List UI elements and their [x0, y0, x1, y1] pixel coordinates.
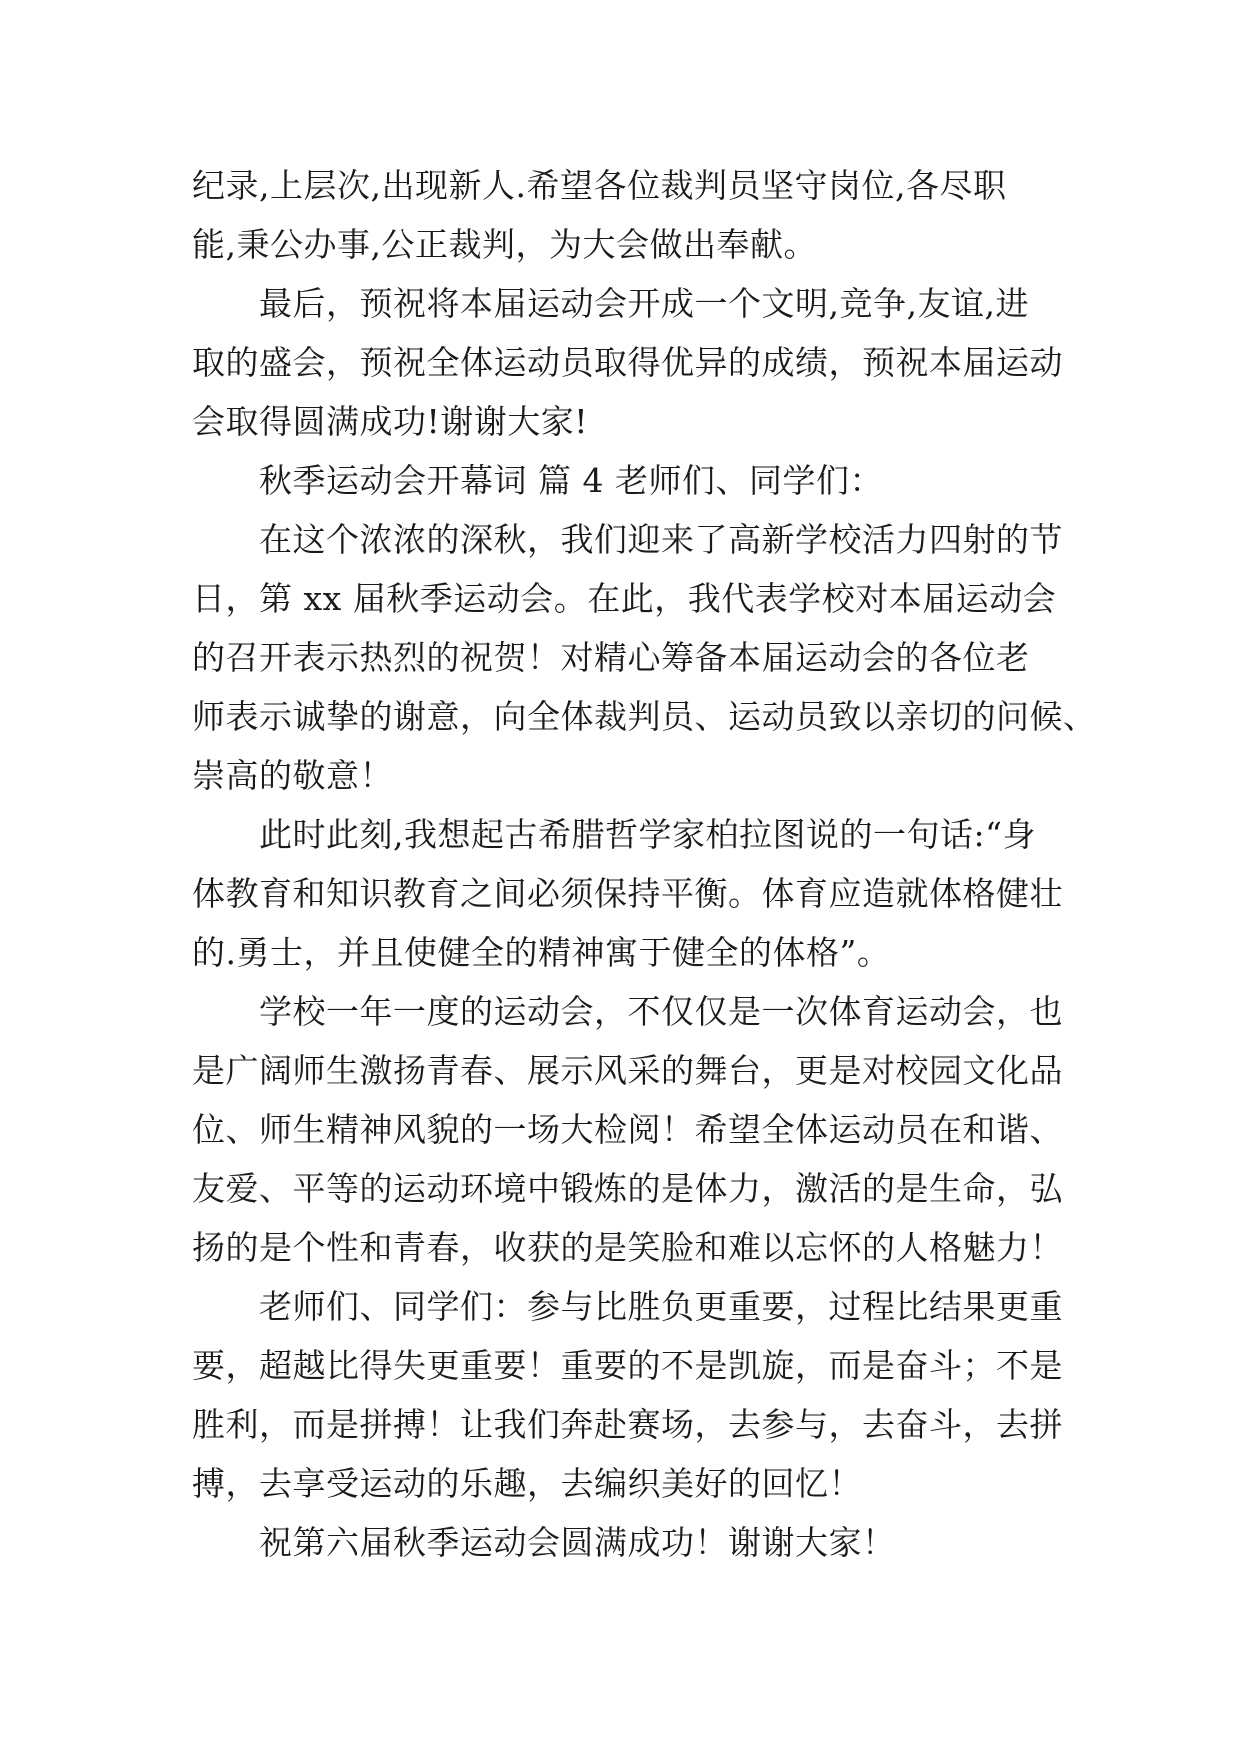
closing-line: 祝第六届秋季运动会圆满成功！谢谢大家！ [259, 1523, 896, 1562]
text-line: 体教育和知识教育之间必须保持平衡。体育应造就体格健壮 [192, 874, 1063, 913]
text-line: 日，第 xx 届秋季运动会。在此，我代表学校对本届运动会 [192, 579, 1057, 618]
text-line: 是广阔师生激扬青春、展示风采的舞台，更是对校园文化品 [192, 1051, 1063, 1090]
text-line: 取的盛会，预祝全体运动员取得优异的成绩，预祝本届运动 [192, 343, 1063, 382]
text-line: 位、师生精神风貌的一场大检阅！希望全体运动员在和谐、 [192, 1110, 1063, 1149]
text-line: 会取得圆满成功!谢谢大家! [192, 402, 589, 441]
text-line: 胜利，而是拼搏！让我们奔赴赛场，去参与，去奋斗，去拼 [192, 1405, 1063, 1444]
paragraph-start-line: 此时此刻,我想起古希腊哲学家柏拉图说的一句话:“身 [259, 815, 1036, 854]
text-line: 的召开表示热烈的祝贺！对精心筹备本届运动会的各位老 [192, 638, 1030, 677]
text-line: 师表示诚挚的谢意，向全体裁判员、运动员致以亲切的问候、 [192, 697, 1097, 736]
text-line: 要，超越比得失更重要！重要的不是凯旋，而是奋斗；不是 [192, 1346, 1063, 1385]
text-line: 友爱、平等的运动环境中锻炼的是体力，激活的是生命，弘 [192, 1169, 1063, 1208]
paragraph-start-line: 在这个浓浓的深秋，我们迎来了高新学校活力四射的节 [259, 520, 1063, 559]
text-line: 崇高的敬意！ [192, 756, 393, 795]
paragraph-start-line: 老师们、同学们：参与比胜负更重要，过程比结果更重 [259, 1287, 1063, 1326]
section-heading-line: 秋季运动会开幕词 篇 4 老师们、同学们： [259, 461, 883, 500]
text-line: 搏，去享受运动的乐趣，去编织美好的回忆！ [192, 1464, 862, 1503]
text-line: 扬的是个性和青春，收获的是笑脸和难以忘怀的人格魅力！ [192, 1228, 1063, 1267]
text-line: 纪录,上层次,出现新人.希望各位裁判员坚守岗位,各尽职 [192, 166, 1007, 205]
paragraph-start-line: 最后，预祝将本届运动会开成一个文明,竞争,友谊,进 [259, 284, 1029, 323]
text-line: 能,秉公办事,公正裁判，为大会做出奉献。 [192, 225, 817, 264]
text-line: 的.勇士，并且使健全的精神寓于健全的体格”。 [192, 933, 891, 972]
paragraph-start-line: 学校一年一度的运动会，不仅仅是一次体育运动会，也 [259, 992, 1063, 1031]
